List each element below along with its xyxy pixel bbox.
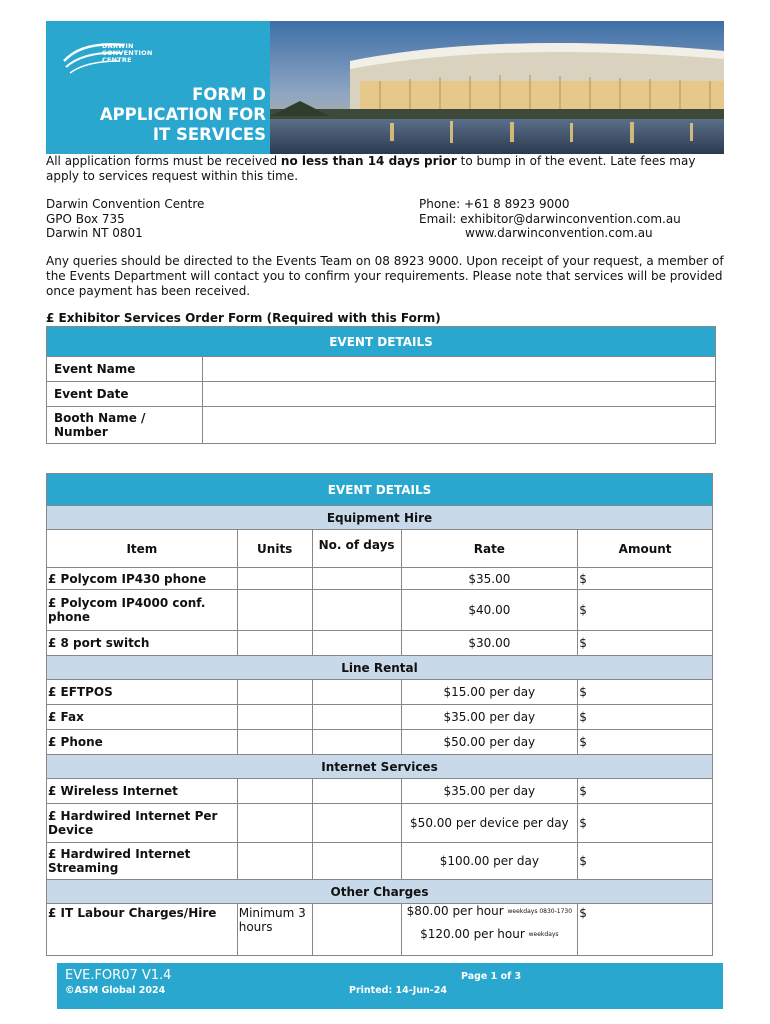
website-link[interactable]: www.darwinconvention.com.au (465, 226, 653, 240)
col-rate: Rate (401, 530, 578, 568)
rate-cell: $80.00 per hour weekdays 0830-1730 $120.00 per hour weekdays (401, 904, 578, 956)
section-line-rental: Line Rental (47, 656, 713, 680)
table-row (47, 705, 713, 730)
booth-name-field[interactable] (203, 407, 716, 444)
email-address: Email: exhibitor@darwinconvention.com.au (419, 211, 681, 226)
table-row (47, 568, 713, 590)
copyright: ©ASM Global 2024 (65, 985, 166, 996)
days-cell[interactable] (312, 804, 401, 843)
amount-cell[interactable]: $ (578, 804, 713, 843)
event-date-label: Event Date (47, 382, 203, 407)
event-details-heading: EVENT DETAILS (47, 327, 716, 357)
table-row (47, 730, 713, 755)
amount-cell[interactable]: $ (578, 730, 713, 755)
page-footer (57, 963, 723, 1009)
units-cell[interactable] (237, 590, 312, 631)
item-label[interactable]: £ Phone (47, 730, 238, 755)
table-row (47, 631, 713, 656)
table-row (47, 680, 713, 705)
item-label[interactable]: £ Hardwired Internet Streaming (47, 843, 238, 880)
days-cell[interactable] (312, 843, 401, 880)
table-row (47, 779, 713, 804)
item-label[interactable]: £ Hardwired Internet Per Device (47, 804, 238, 843)
item-label[interactable]: £ 8 port switch (47, 631, 238, 656)
header-blue-panel (46, 21, 270, 154)
units-cell[interactable] (237, 680, 312, 705)
amount-cell[interactable]: $ (578, 843, 713, 880)
amount-cell[interactable]: $ (578, 590, 713, 631)
event-date-field[interactable] (203, 382, 716, 407)
event-name-label: Event Name (47, 357, 203, 382)
queries-paragraph: Any queries should be directed to the Events Team on 08 8923 9000. Upon receipt of your request, a member of the Events Department will contact you to confirm your requirements. Please note that services will be provided once payment has been received. (46, 254, 724, 298)
darwin-convention-centre-logo: DARWIN CONVENTION CENTRE (62, 39, 172, 79)
amount-cell[interactable]: $ (578, 904, 713, 956)
event-name-field[interactable] (203, 357, 716, 382)
item-label[interactable]: £ Wireless Internet (47, 779, 238, 804)
order-form-checkbox[interactable]: £ Exhibitor Services Order Form (Required with this Form) (46, 311, 441, 325)
section-other-charges: Other Charges (47, 880, 713, 904)
item-label[interactable]: £ IT Labour Charges/Hire (47, 904, 238, 956)
page-number: Page 1 of 3 (461, 971, 522, 982)
rate-cell: $35.00 per day (401, 779, 578, 804)
section-equipment-hire: Equipment Hire (47, 506, 713, 530)
days-cell[interactable] (312, 705, 401, 730)
item-label[interactable]: £ EFTPOS (47, 680, 238, 705)
services-order-table (46, 473, 713, 956)
item-label[interactable]: £ Fax (47, 705, 238, 730)
amount-cell[interactable]: $ (578, 631, 713, 656)
col-amount: Amount (578, 530, 713, 568)
days-cell[interactable] (312, 779, 401, 804)
table-row (47, 904, 713, 956)
col-units: Units (237, 530, 312, 568)
days-cell[interactable] (312, 680, 401, 705)
form-code: EVE.FOR07 V1.4 (65, 968, 172, 983)
services-heading: EVENT DETAILS (47, 474, 713, 506)
venue-name: Darwin Convention Centre (46, 197, 205, 211)
form-title: FORM D APPLICATION FOR IT SERVICES (99, 85, 266, 144)
section-internet-services: Internet Services (47, 755, 713, 779)
printed-date: Printed: 14-Jun-24 (349, 985, 447, 996)
col-item: Item (47, 530, 238, 568)
units-cell[interactable] (237, 843, 312, 880)
rate-cell: $100.00 per day (401, 843, 578, 880)
rate-cell: $35.00 per day (401, 705, 578, 730)
amount-cell[interactable]: $ (578, 568, 713, 590)
days-cell[interactable] (312, 904, 401, 956)
postal-box: GPO Box 735 (46, 211, 125, 226)
units-cell[interactable] (237, 804, 312, 843)
units-cell: Minimum 3 hours (237, 904, 312, 956)
units-cell[interactable] (237, 568, 312, 590)
item-label[interactable]: £ Polycom IP430 phone (47, 568, 238, 590)
days-cell[interactable] (312, 590, 401, 631)
units-cell[interactable] (237, 779, 312, 804)
amount-cell[interactable]: $ (578, 705, 713, 730)
event-details-table (46, 326, 716, 444)
table-row (47, 590, 713, 631)
col-days: No. of days (312, 530, 401, 568)
units-cell[interactable] (237, 631, 312, 656)
convention-centre-photo (270, 21, 724, 154)
rate-cell: $50.00 per device per day (401, 804, 578, 843)
amount-cell[interactable]: $ (578, 680, 713, 705)
item-label[interactable]: £ Polycom IP4000 conf. phone (47, 590, 238, 631)
booth-name-label: Booth Name / Number (47, 407, 203, 444)
rate-cell: $30.00 (401, 631, 578, 656)
units-cell[interactable] (237, 705, 312, 730)
days-cell[interactable] (312, 631, 401, 656)
days-cell[interactable] (312, 568, 401, 590)
postal-city: Darwin NT 0801 (46, 226, 143, 240)
table-row (47, 843, 713, 880)
rate-cell: $35.00 (401, 568, 578, 590)
form-header (46, 21, 724, 154)
table-row (47, 804, 713, 843)
amount-cell[interactable]: $ (578, 779, 713, 804)
days-cell[interactable] (312, 730, 401, 755)
rate-cell: $40.00 (401, 590, 578, 631)
phone-number: Phone: +61 8 8923 9000 (419, 197, 570, 211)
rate-cell: $50.00 per day (401, 730, 578, 755)
submission-deadline-notice: All application forms must be received no less than 14 days prior to bump in of the event. Late fees may apply to services request within this time. (46, 154, 696, 183)
units-cell[interactable] (237, 730, 312, 755)
rate-cell: $15.00 per day (401, 680, 578, 705)
